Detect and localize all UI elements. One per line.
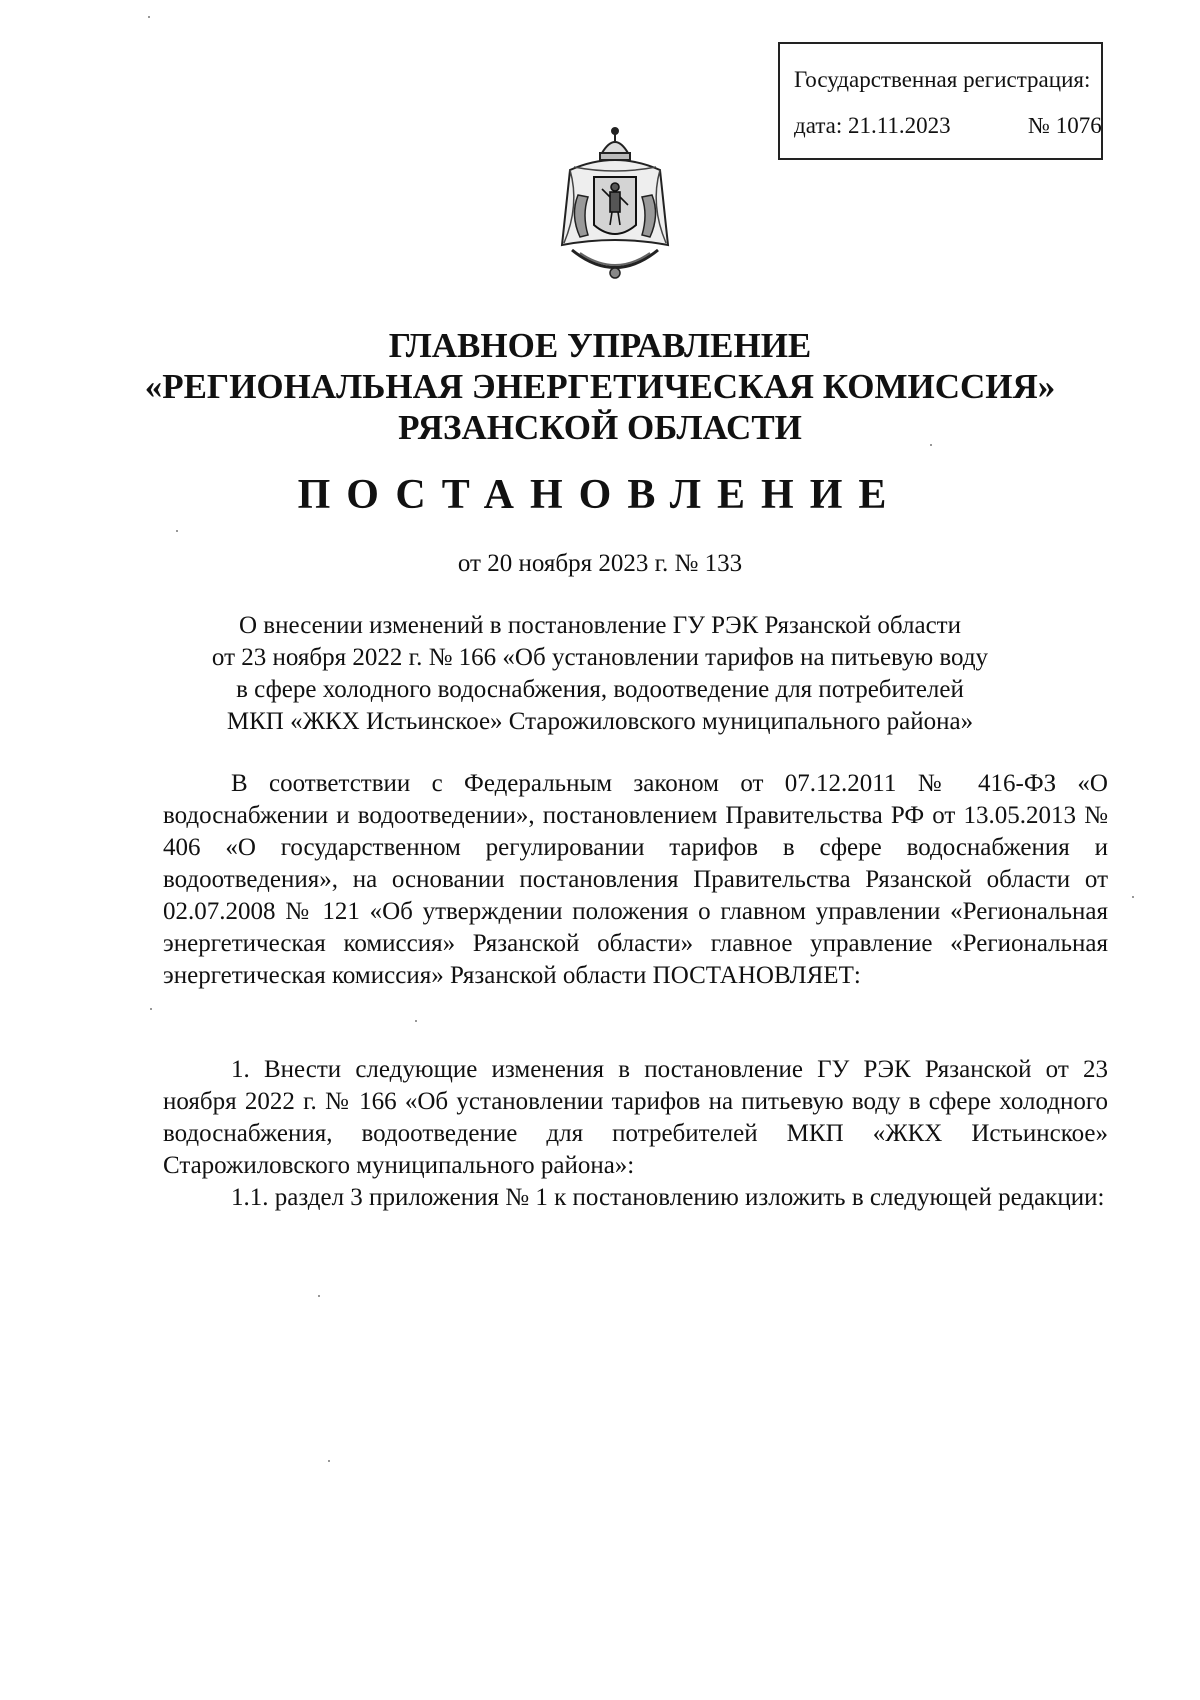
organization-line-3: РЯЗАНСКОЙ ОБЛАСТИ: [398, 408, 802, 447]
scan-speck: [318, 1295, 320, 1297]
document-subject: [0, 610, 1200, 738]
organization-line-2: «РЕГИОНАЛЬНАЯ ЭНЕРГЕТИЧЕСКАЯ КОМИССИЯ»: [144, 367, 1056, 406]
subject-line: от 23 ноября 2022 г. № 166 «Об установлении тарифов на питьевую воду: [211, 644, 989, 671]
document-date-number: от 20 ноября 2023 г. № 133: [457, 550, 743, 577]
scan-speck: [930, 444, 932, 446]
scan-speck: [415, 1020, 417, 1022]
coat-of-arms-emblem: [550, 125, 680, 290]
document-type: ПОСТАНОВЛЕНИЕ: [297, 472, 903, 518]
registration-stamp: [778, 42, 1103, 160]
scan-speck: [1132, 896, 1134, 898]
subject-line: МКП «ЖКХ Истьинское» Старожиловского муниципального района»: [226, 708, 974, 735]
subject-line: в сфере холодного водоснабжения, водоотведение для потребителей: [236, 676, 964, 703]
scan-speck: [148, 16, 150, 18]
scan-speck: [328, 1460, 330, 1462]
scan-speck: [176, 530, 178, 532]
subject-line: О внесении изменений в постановление ГУ РЭК Рязанской области: [239, 612, 961, 639]
item-1-paragraph: 1. Внести следующие изменения в постановление ГУ РЭК Рязанской от 23 ноября 2022 г. № 166 «Об установлении тарифов на питьевую воду в сфере холодного водоснабжения, водоотведение для потребителей МКП «ЖКХ Истьинское» Старожиловского муниципального района»:: [163, 1056, 1108, 1179]
organization-line-1: ГЛАВНОЕ УПРАВЛЕНИЕ: [388, 326, 812, 365]
registration-number: № 1076: [1028, 113, 1102, 138]
registration-title: Государственная регистрация:: [794, 67, 1091, 92]
preamble-paragraph: В соответствии с Федеральным законом от 07.12.2011 № 416-ФЗ «О водоснабжении и водоотведении», постановлением Правительства РФ от 13.05.2013 № 406 «О государственном регулировании тарифов в сфере водоснабжения и водоотведения», на основании постановления Правительства Рязанской области от 02.07.2008 № 121 «Об утверждении положения о главном управлении «Региональная энергетическая комиссия» Рязанской области» главное управление «Региональная энергетическая комиссия» Рязанской области ПОСТАНОВЛЯЕТ:: [163, 770, 1108, 989]
organization-header: [0, 325, 1200, 448]
scan-speck: [150, 1008, 152, 1010]
registration-date: дата: 21.11.2023: [794, 113, 951, 138]
item-1-1-paragraph: 1.1. раздел 3 приложения № 1 к постановлению изложить в следующей редакции:: [231, 1184, 1105, 1211]
